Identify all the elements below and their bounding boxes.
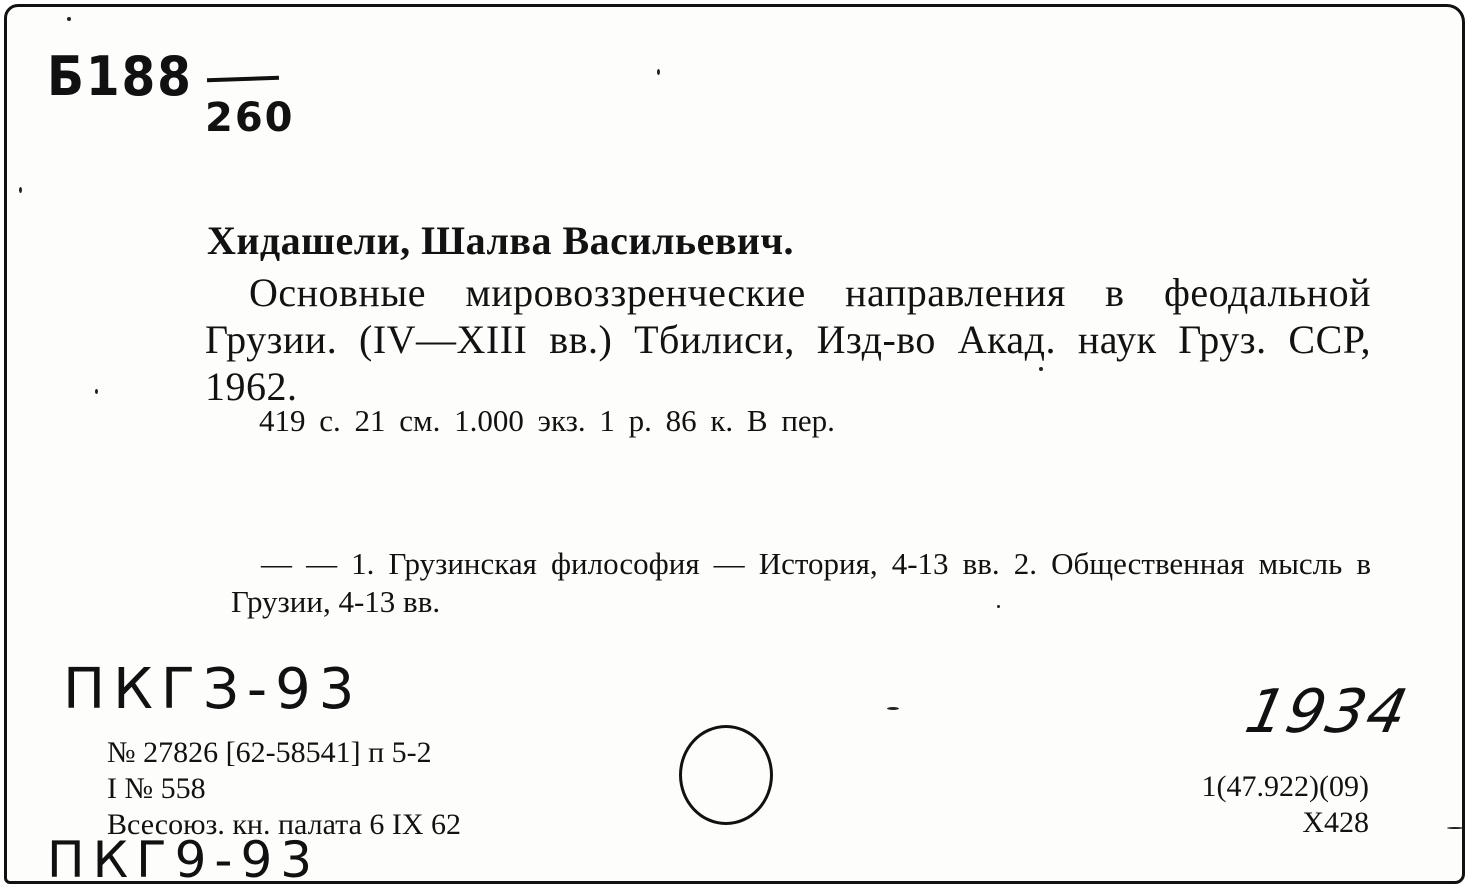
ledger-line-2: I № 558	[107, 772, 206, 805]
scan-speck	[1447, 827, 1463, 829]
collation-line: 419 с. 21 см. 1.000 экз. 1 р. 86 к. В пер.	[259, 403, 835, 438]
classification-block	[1147, 769, 1369, 841]
shelf-code-fraction-bar	[207, 76, 279, 83]
catalog-card	[4, 4, 1465, 884]
scan-speck	[67, 17, 71, 21]
scan-speck	[95, 389, 98, 394]
shelf-code-denominator: 260	[205, 95, 295, 141]
ledger-line-1: № 27826 [62-58541] п 5-2	[107, 736, 432, 769]
shelf-code: Б188	[47, 45, 193, 108]
scan-speck	[19, 187, 22, 193]
subject-tracings: — — 1. Грузинская философия — История, 4-13 вв. 2. Общественная мысль в Грузии, 4-13 вв.	[231, 546, 1371, 619]
punch-hole	[679, 725, 773, 825]
scan-speck	[657, 69, 660, 75]
author-heading: Хидашели, Шалва Васильевич.	[207, 218, 795, 263]
ledger-block	[107, 735, 461, 843]
handwritten-number: 1934	[1239, 677, 1416, 747]
title-imprint: Основные мировоззренческие направления в феодальной Грузии. (IV—XIII вв.) Тбилиси, Изд-во Акад. наук Груз. ССР, 1962.	[205, 270, 1371, 409]
handwritten-stamp-top: ПКГЗ-93	[63, 657, 363, 722]
handwritten-stamp-bottom: ПКГ9-93	[47, 831, 321, 884]
scan-speck	[997, 605, 1000, 608]
ledger-line-3: Всесоюз. кн. палата 6 IX 62	[107, 808, 462, 841]
classification-udc: 1(47.922)(09)	[1201, 770, 1369, 803]
scan-speck	[1039, 367, 1043, 371]
scan-speck	[887, 707, 899, 710]
classification-author-mark: Х428	[1302, 806, 1369, 839]
